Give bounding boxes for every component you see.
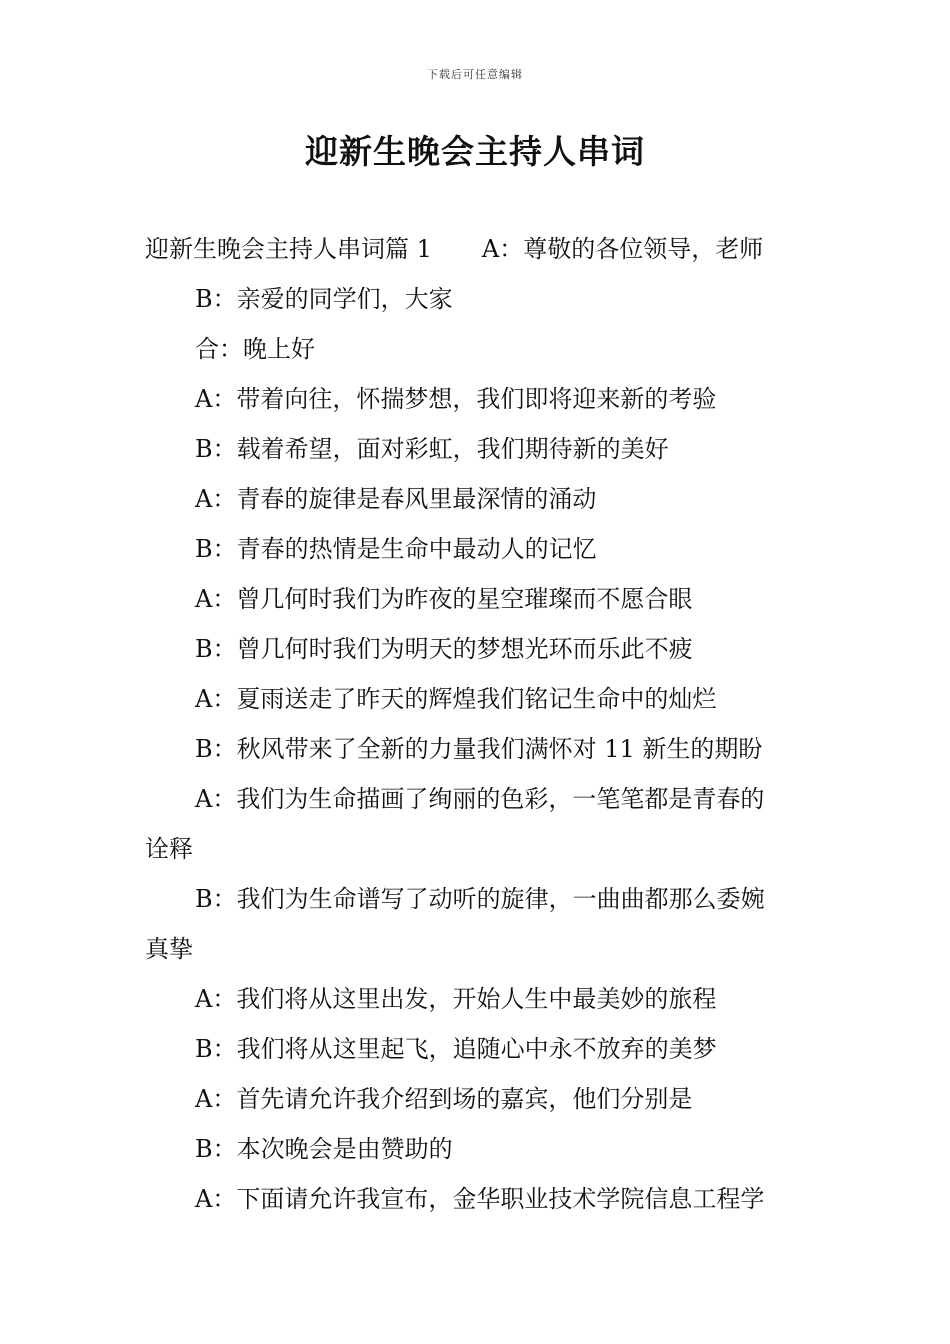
document-body [145, 224, 810, 1224]
dialogue-line: B：本次晚会是由赞助的 [195, 1135, 453, 1163]
dialogue-line: A：尊敬的各位领导，老师 [481, 235, 764, 263]
dialogue-line: A：青春的旋律是春风里最深情的涌动 [195, 485, 597, 513]
dialogue-line: A：曾几何时我们为昨夜的星空璀璨而不愿合眼 [195, 585, 693, 613]
dialogue-line-continuation: 诠释 [145, 835, 193, 863]
section-label: 迎新生晚会主持人串词篇 1 [145, 235, 432, 263]
dialogue-line: A：带着向往，怀揣梦想，我们即将迎来新的考验 [195, 385, 717, 413]
page-title: 迎新生晚会主持人串词 [305, 132, 645, 171]
dialogue-line-continuation: 真挚 [145, 935, 193, 963]
dialogue-line: A：夏雨送走了昨天的辉煌我们铭记生命中的灿烂 [195, 685, 717, 713]
dialogue-line: B：我们为生命谱写了动听的旋律，一曲曲都那么委婉 [195, 885, 765, 913]
dialogue-line: B：亲爱的同学们，大家 [195, 285, 453, 313]
dialogue-line: B：载着希望，面对彩虹，我们期待新的美好 [195, 435, 669, 463]
dialogue-line: A：我们为生命描画了绚丽的色彩，一笔笔都是青春的 [195, 785, 765, 813]
dialogue-line: B：曾几何时我们为明天的梦想光环而乐此不疲 [195, 635, 693, 663]
dialogue-line: B：青春的热情是生命中最动人的记忆 [195, 535, 597, 563]
header-note: 下载后可任意编辑 [427, 68, 523, 81]
dialogue-line: A：下面请允许我宣布，金华职业技术学院信息工程学 [195, 1185, 765, 1213]
dialogue-line: A：我们将从这里出发，开始人生中最美妙的旅程 [195, 985, 717, 1013]
dialogue-line: B：秋风带来了全新的力量我们满怀对 11 新生的期盼 [195, 735, 763, 763]
dialogue-line: B：我们将从这里起飞，追随心中永不放弃的美梦 [195, 1035, 717, 1063]
dialogue-line: A：首先请允许我介绍到场的嘉宾，他们分别是 [195, 1085, 693, 1113]
intro-line [145, 224, 810, 274]
dialogue-line: 合：晚上好 [195, 335, 315, 363]
